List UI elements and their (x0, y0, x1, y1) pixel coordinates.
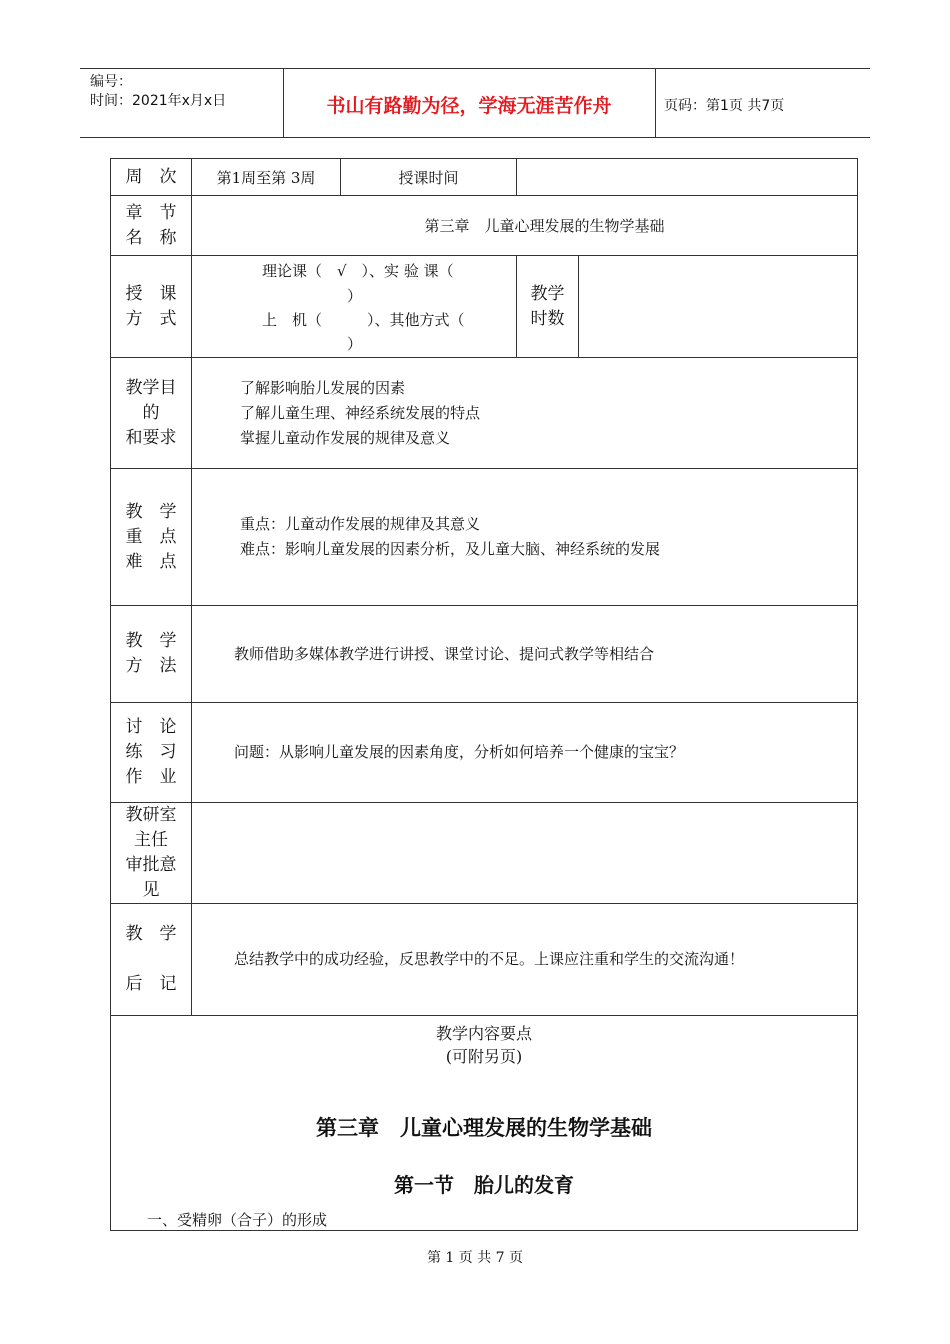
mode-line-other-close: ） (347, 335, 363, 353)
chapter-label: 章 节 名 称 (111, 196, 192, 256)
postscript-label: 教 学 后 记 (111, 904, 192, 1016)
teaching-method-value: 教师借助多媒体教学进行讲授、课堂讨论、提问式教学等相结合 (192, 606, 858, 703)
page-footer: 第 1 页 共 7 页 (426, 1250, 524, 1266)
postscript-value: 总结教学中的成功经验，反思教学中的不足。上课应注重和学生的交流沟通！ (192, 904, 858, 1016)
teaching-mode-label: 授 课 方 式 (111, 256, 192, 358)
approval-row (111, 803, 858, 904)
chapter-row (111, 196, 858, 256)
goals-row (111, 358, 858, 469)
teaching-mode-value (192, 256, 517, 358)
teaching-hours-label: 教学 时数 (517, 256, 579, 358)
lesson-plan-table (110, 158, 858, 1231)
header-meta (90, 73, 226, 111)
notes-first-item: 一、受精卵（合子）的形成 (147, 1211, 328, 1229)
chapter-title: 第三章 儿童心理发展的生物学基础 (316, 1116, 652, 1140)
week-row (111, 159, 858, 196)
goal-item: 了解影响胎儿发展的因素 (240, 379, 406, 397)
section-title: 第一节 胎儿的发育 (394, 1173, 574, 1197)
header-page-info: 页码：第1页 共7页 (664, 98, 785, 114)
mode-line-theory-close: ） (347, 287, 363, 305)
postscript-row (111, 904, 858, 1016)
week-label: 周 次 (111, 159, 192, 196)
document-date: 时间：2021年x月x日 (90, 93, 227, 109)
goals-label: 教学目 的 和要求 (111, 358, 192, 469)
discussion-value: 问题：从影响儿童发展的因素角度，分析如何培养一个健康的宝宝？ (192, 703, 858, 803)
class-time-value (517, 159, 858, 196)
chapter-value: 第三章 儿童心理发展的生物学基础 (192, 196, 858, 256)
discussion-label: 讨 论 练 习 作 业 (111, 703, 192, 803)
header-divider (655, 69, 656, 137)
keypoints-content (192, 469, 858, 606)
notes-subheading: (可附另页) (445, 1047, 523, 1066)
discussion-row (111, 703, 858, 803)
keypoints-row (111, 469, 858, 606)
keypoints-label: 教 学 重 点 难 点 (111, 469, 192, 606)
approval-value (192, 803, 858, 904)
document-number: 编号： (90, 74, 132, 90)
goal-item: 了解儿童生理、神经系统发展的特点 (240, 404, 481, 422)
mode-line-other: 上 机（ ）、其他方式（ (262, 311, 465, 329)
method-row (111, 256, 858, 358)
class-time-label: 授课时间 (341, 159, 517, 196)
approval-label: 教研室 主任 审批意 见 (111, 803, 192, 904)
document-header (80, 68, 870, 138)
goals-content (192, 358, 858, 469)
header-motto: 书山有路勤为径，学海无涯苦作舟 (326, 95, 612, 117)
mode-line-theory: 理论课（ √ ）、实 验 课（ (262, 262, 454, 280)
teaching-method-label: 教 学 方 法 (111, 606, 192, 703)
content-notes (111, 1016, 858, 1231)
notes-row (111, 1016, 858, 1231)
teaching-method-row (111, 606, 858, 703)
difficult-point: 难点：影响儿童发展的因素分析，及儿童大脑、神经系统的发展 (240, 540, 661, 558)
week-value: 第1周至第 3周 (192, 159, 341, 196)
key-point: 重点：儿童动作发展的规律及其意义 (240, 515, 481, 533)
notes-heading: 教学内容要点 (435, 1024, 532, 1043)
teaching-hours-value (579, 256, 858, 358)
goal-item: 掌握儿童动作发展的规律及意义 (240, 429, 451, 447)
